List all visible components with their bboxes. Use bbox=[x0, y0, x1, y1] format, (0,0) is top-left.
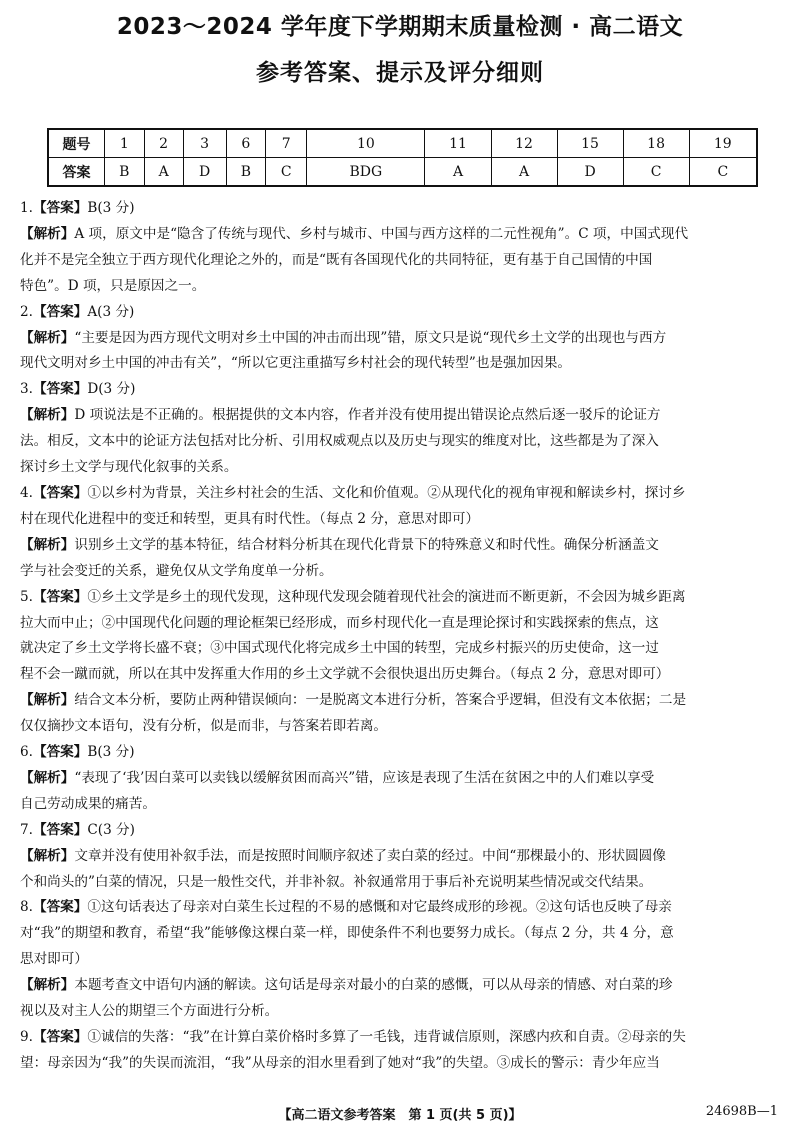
question-number-cell: 18 bbox=[623, 129, 689, 158]
question-number-cell: 7 bbox=[266, 129, 307, 158]
analysis-line bbox=[20, 533, 772, 559]
question-number-cell: 3 bbox=[183, 129, 226, 158]
analysis-line bbox=[20, 455, 772, 481]
analysis-text: 化并不是完全独立于西方现代化理论之外的，而是“既有各国现代化的共同特征，更有基于自己国情的中国 bbox=[20, 251, 653, 268]
analysis-line bbox=[20, 351, 772, 377]
question-number-cell: 15 bbox=[557, 129, 623, 158]
answer-line bbox=[20, 895, 772, 921]
question-entry bbox=[20, 481, 772, 585]
answer-line bbox=[20, 300, 772, 326]
question-number: 3. bbox=[20, 381, 33, 398]
analysis-line bbox=[20, 999, 772, 1025]
analysis-text: A 项，原文中是“隐含了传统与现代、乡村与城市、中国与西方这样的二元性视角”。C 项，中国式现代 bbox=[74, 225, 689, 242]
question-entry bbox=[20, 585, 772, 740]
answer-text: 思对即可） bbox=[20, 951, 88, 968]
answer-cell: C bbox=[266, 158, 307, 187]
answer-line bbox=[20, 196, 772, 222]
question-entry bbox=[20, 377, 772, 481]
analysis-text: “表现了‘我’因白菜可以卖钱以缓解贫困而高兴”错，应该是表现了生活在贫困之中的人们难以享受 bbox=[74, 769, 655, 786]
answer-text: 对“我”的期望和教育，希望“我”能够像这棵白菜一样，即使条件不利也要努力成长。（每点 2 分，共 4 分，意 bbox=[20, 925, 674, 942]
answer-text: C(3 分) bbox=[87, 821, 135, 838]
answer-text: B(3 分) bbox=[87, 744, 135, 761]
answer-text: 村在现代化进程中的变迁和转型，更具有时代性。（每点 2 分，意思对即可） bbox=[20, 510, 480, 527]
analysis-line bbox=[20, 766, 772, 792]
analysis-tag: 【解析】 bbox=[20, 225, 75, 242]
question-number-cell: 19 bbox=[689, 129, 757, 158]
answer-cell: B bbox=[226, 158, 266, 187]
page-footer bbox=[0, 1104, 800, 1123]
analysis-text: 视以及对主人公的期望三个方面进行分析。 bbox=[20, 1003, 279, 1020]
answer-text: 就决定了乡土文学将长盛不衰；③中国式现代化将完成乡土中国的转型，完成乡村振兴的历史使命，这一过 bbox=[20, 640, 659, 657]
answer-cell: C bbox=[689, 158, 757, 187]
analysis-text: D 项说法是不正确的。根据提供的文本内容，作者并没有使用提出错误论点然后逐一驳斥的论证方 bbox=[74, 407, 661, 424]
question-number: 8. bbox=[20, 899, 33, 916]
answer-cell: BDG bbox=[307, 158, 425, 187]
analysis-text: 自己劳动成果的痛苦。 bbox=[20, 795, 156, 812]
answer-line bbox=[20, 1051, 772, 1077]
question-number: 6. bbox=[20, 744, 33, 761]
analysis-line bbox=[20, 248, 772, 274]
question-entry bbox=[20, 300, 772, 378]
question-number: 9. bbox=[20, 1029, 33, 1045]
answer-tag: 【答案】 bbox=[32, 200, 88, 216]
answer-line bbox=[20, 740, 772, 766]
analysis-line bbox=[20, 714, 772, 740]
question-entry bbox=[20, 1025, 772, 1077]
answer-row bbox=[48, 158, 757, 187]
answer-text: ①以乡村为背景，关注乡村社会的生活、文化和价值观。②从现代化的视角审视和解读乡村，探讨乡 bbox=[87, 484, 686, 501]
question-number-cell: 2 bbox=[144, 129, 183, 158]
answer-line bbox=[20, 611, 772, 637]
question-number: 4. bbox=[20, 484, 33, 501]
analysis-line bbox=[20, 792, 772, 818]
answer-explanations bbox=[20, 196, 772, 1077]
answer-line bbox=[20, 818, 772, 844]
question-number-cell: 10 bbox=[307, 129, 425, 158]
analysis-text: 特色”。D 项，只是原因之一。 bbox=[20, 277, 206, 294]
answer-table bbox=[47, 128, 758, 187]
answer-tag: 【答案】 bbox=[32, 303, 88, 320]
analysis-text: 识别乡土文学的基本特征，结合材料分析其在现代化背景下的特殊意义和时代性。确保分析涵盖文 bbox=[74, 536, 659, 553]
answer-line bbox=[20, 377, 772, 403]
analysis-text: 法。相反，文本中的论证方法包括对比分析、引用权威观点以及历史与现实的维度对比，这些都是为了深入 bbox=[20, 433, 659, 450]
analysis-text: 仅仅摘抄文本语句，没有分析，似是而非，与答案若即若离。 bbox=[20, 718, 388, 735]
answer-cell: D bbox=[557, 158, 623, 187]
answer-line bbox=[20, 507, 772, 533]
analysis-line bbox=[20, 688, 772, 714]
answer-text: ①乡土文学是乡土的现代发现，这种现代发现会随着现代社会的演进而不断更新，不会因为城乡距离 bbox=[87, 588, 686, 605]
answer-tag: 【答案】 bbox=[32, 899, 88, 916]
analysis-text: 探讨乡土文学与现代化叙事的关系。 bbox=[20, 459, 238, 476]
question-number-cell: 6 bbox=[226, 129, 266, 158]
answer-tag: 【答案】 bbox=[32, 1029, 88, 1045]
question-number-cell: 1 bbox=[105, 129, 145, 158]
answer-cell: A bbox=[491, 158, 557, 187]
answer-cell: D bbox=[183, 158, 226, 187]
answer-cell: B bbox=[105, 158, 145, 187]
question-entry bbox=[20, 895, 772, 1025]
answer-tag: 【答案】 bbox=[32, 381, 88, 398]
question-number: 5. bbox=[20, 588, 33, 605]
analysis-tag: 【解析】 bbox=[20, 329, 75, 346]
answer-line bbox=[20, 481, 772, 507]
answer-cell: A bbox=[144, 158, 183, 187]
question-row-label: 题号 bbox=[48, 129, 105, 158]
analysis-line bbox=[20, 429, 772, 455]
analysis-line bbox=[20, 274, 772, 300]
answer-cell: A bbox=[425, 158, 491, 187]
analysis-tag: 【解析】 bbox=[20, 769, 75, 786]
answer-line bbox=[20, 662, 772, 688]
answer-line bbox=[20, 947, 772, 973]
answer-line bbox=[20, 636, 772, 662]
analysis-line bbox=[20, 326, 772, 352]
answer-row-label: 答案 bbox=[48, 158, 105, 187]
answer-text: ①诚信的失落：“我”在计算白菜价格时多算了一毛钱，违背诚信原则，深感内疚和自责。②母亲的失 bbox=[87, 1029, 686, 1045]
answer-text: ①这句话表达了母亲对白菜生长过程的不易的感慨和对它最终成形的珍视。②这句话也反映了母亲 bbox=[87, 899, 672, 916]
analysis-line bbox=[20, 870, 772, 896]
analysis-tag: 【解析】 bbox=[20, 847, 75, 864]
answer-line bbox=[20, 1025, 772, 1051]
answer-cell: C bbox=[623, 158, 689, 187]
question-number: 2. bbox=[20, 303, 33, 320]
analysis-line bbox=[20, 222, 772, 248]
question-number: 7. bbox=[20, 821, 33, 838]
answer-line bbox=[20, 921, 772, 947]
question-number-cell: 12 bbox=[491, 129, 557, 158]
analysis-tag: 【解析】 bbox=[20, 977, 75, 994]
footer-label: 【高二语文参考答案 第 1 页(共 5 页)】 bbox=[278, 1108, 522, 1123]
answer-tag: 【答案】 bbox=[32, 484, 88, 501]
analysis-text: 学与社会变迁的关系，避免仅从文学角度单一分析。 bbox=[20, 562, 333, 579]
question-number-row bbox=[48, 129, 757, 158]
document-code: 24698B—1 bbox=[705, 1104, 778, 1119]
question-entry bbox=[20, 196, 772, 300]
analysis-line bbox=[20, 559, 772, 585]
answer-text: B(3 分) bbox=[87, 200, 135, 216]
answer-tag: 【答案】 bbox=[32, 744, 88, 761]
page-title: 2023～2024 学年度下学期期末质量检测 · 高二语文 bbox=[116, 14, 684, 40]
analysis-text: 个和尚头的”白菜的情况，只是一般性交代，并非补叙。补叙通常用于事后补充说明某些情况或交代结果。 bbox=[20, 873, 653, 890]
answer-tag: 【答案】 bbox=[32, 821, 88, 838]
analysis-text: 文章并没有使用补叙手法，而是按照时间顺序叙述了卖白菜的经过。中间“那棵最小的、形状圆圆像 bbox=[74, 847, 666, 864]
answer-text: D(3 分) bbox=[87, 381, 136, 398]
analysis-line bbox=[20, 403, 772, 429]
analysis-text: 本题考查文中语句内涵的解读。这句话是母亲对最小的白菜的感慨，可以从母亲的情感、对白菜的珍 bbox=[74, 977, 673, 994]
page-subtitle: 参考答案、提示及评分细则 bbox=[256, 60, 544, 86]
analysis-tag: 【解析】 bbox=[20, 407, 75, 424]
question-number: 1. bbox=[20, 200, 33, 216]
analysis-line bbox=[20, 973, 772, 999]
answer-tag: 【答案】 bbox=[32, 588, 88, 605]
analysis-text: 结合文本分析，要防止两种错误倾向：一是脱离文本进行分析，答案合乎逻辑，但没有文本依据；二是 bbox=[74, 692, 687, 709]
question-entry bbox=[20, 818, 772, 896]
analysis-text: 现代文明对乡土中国的冲击有关”，“所以它更注重描写乡村社会的现代转型”也是强加因果。 bbox=[20, 355, 572, 372]
answer-line bbox=[20, 585, 772, 611]
analysis-text: “主要是因为西方现代文明对乡土中国的冲击而出现”错，原文只是说“现代乡土文学的出现也与西方 bbox=[74, 329, 667, 346]
answer-text: A(3 分) bbox=[87, 303, 135, 320]
question-number-cell: 11 bbox=[425, 129, 491, 158]
analysis-tag: 【解析】 bbox=[20, 536, 75, 553]
analysis-tag: 【解析】 bbox=[20, 692, 75, 709]
answer-text: 望：母亲因为“我”的失误而流泪，“我”从母亲的泪水里看到了她对“我”的失望。③成长的警示：青少年应当 bbox=[20, 1054, 660, 1071]
answer-text: 拉大而中止；②中国现代化问题的理论框架已经形成，而乡村现代化一直是理论探讨和实践探索的焦点，这 bbox=[20, 614, 659, 631]
question-entry bbox=[20, 740, 772, 818]
analysis-line bbox=[20, 844, 772, 870]
answer-text: 程不会一蹴而就，所以在其中发挥重大作用的乡土文学就不会很快退出历史舞台。（每点 2 分，意思对即可） bbox=[20, 666, 670, 683]
